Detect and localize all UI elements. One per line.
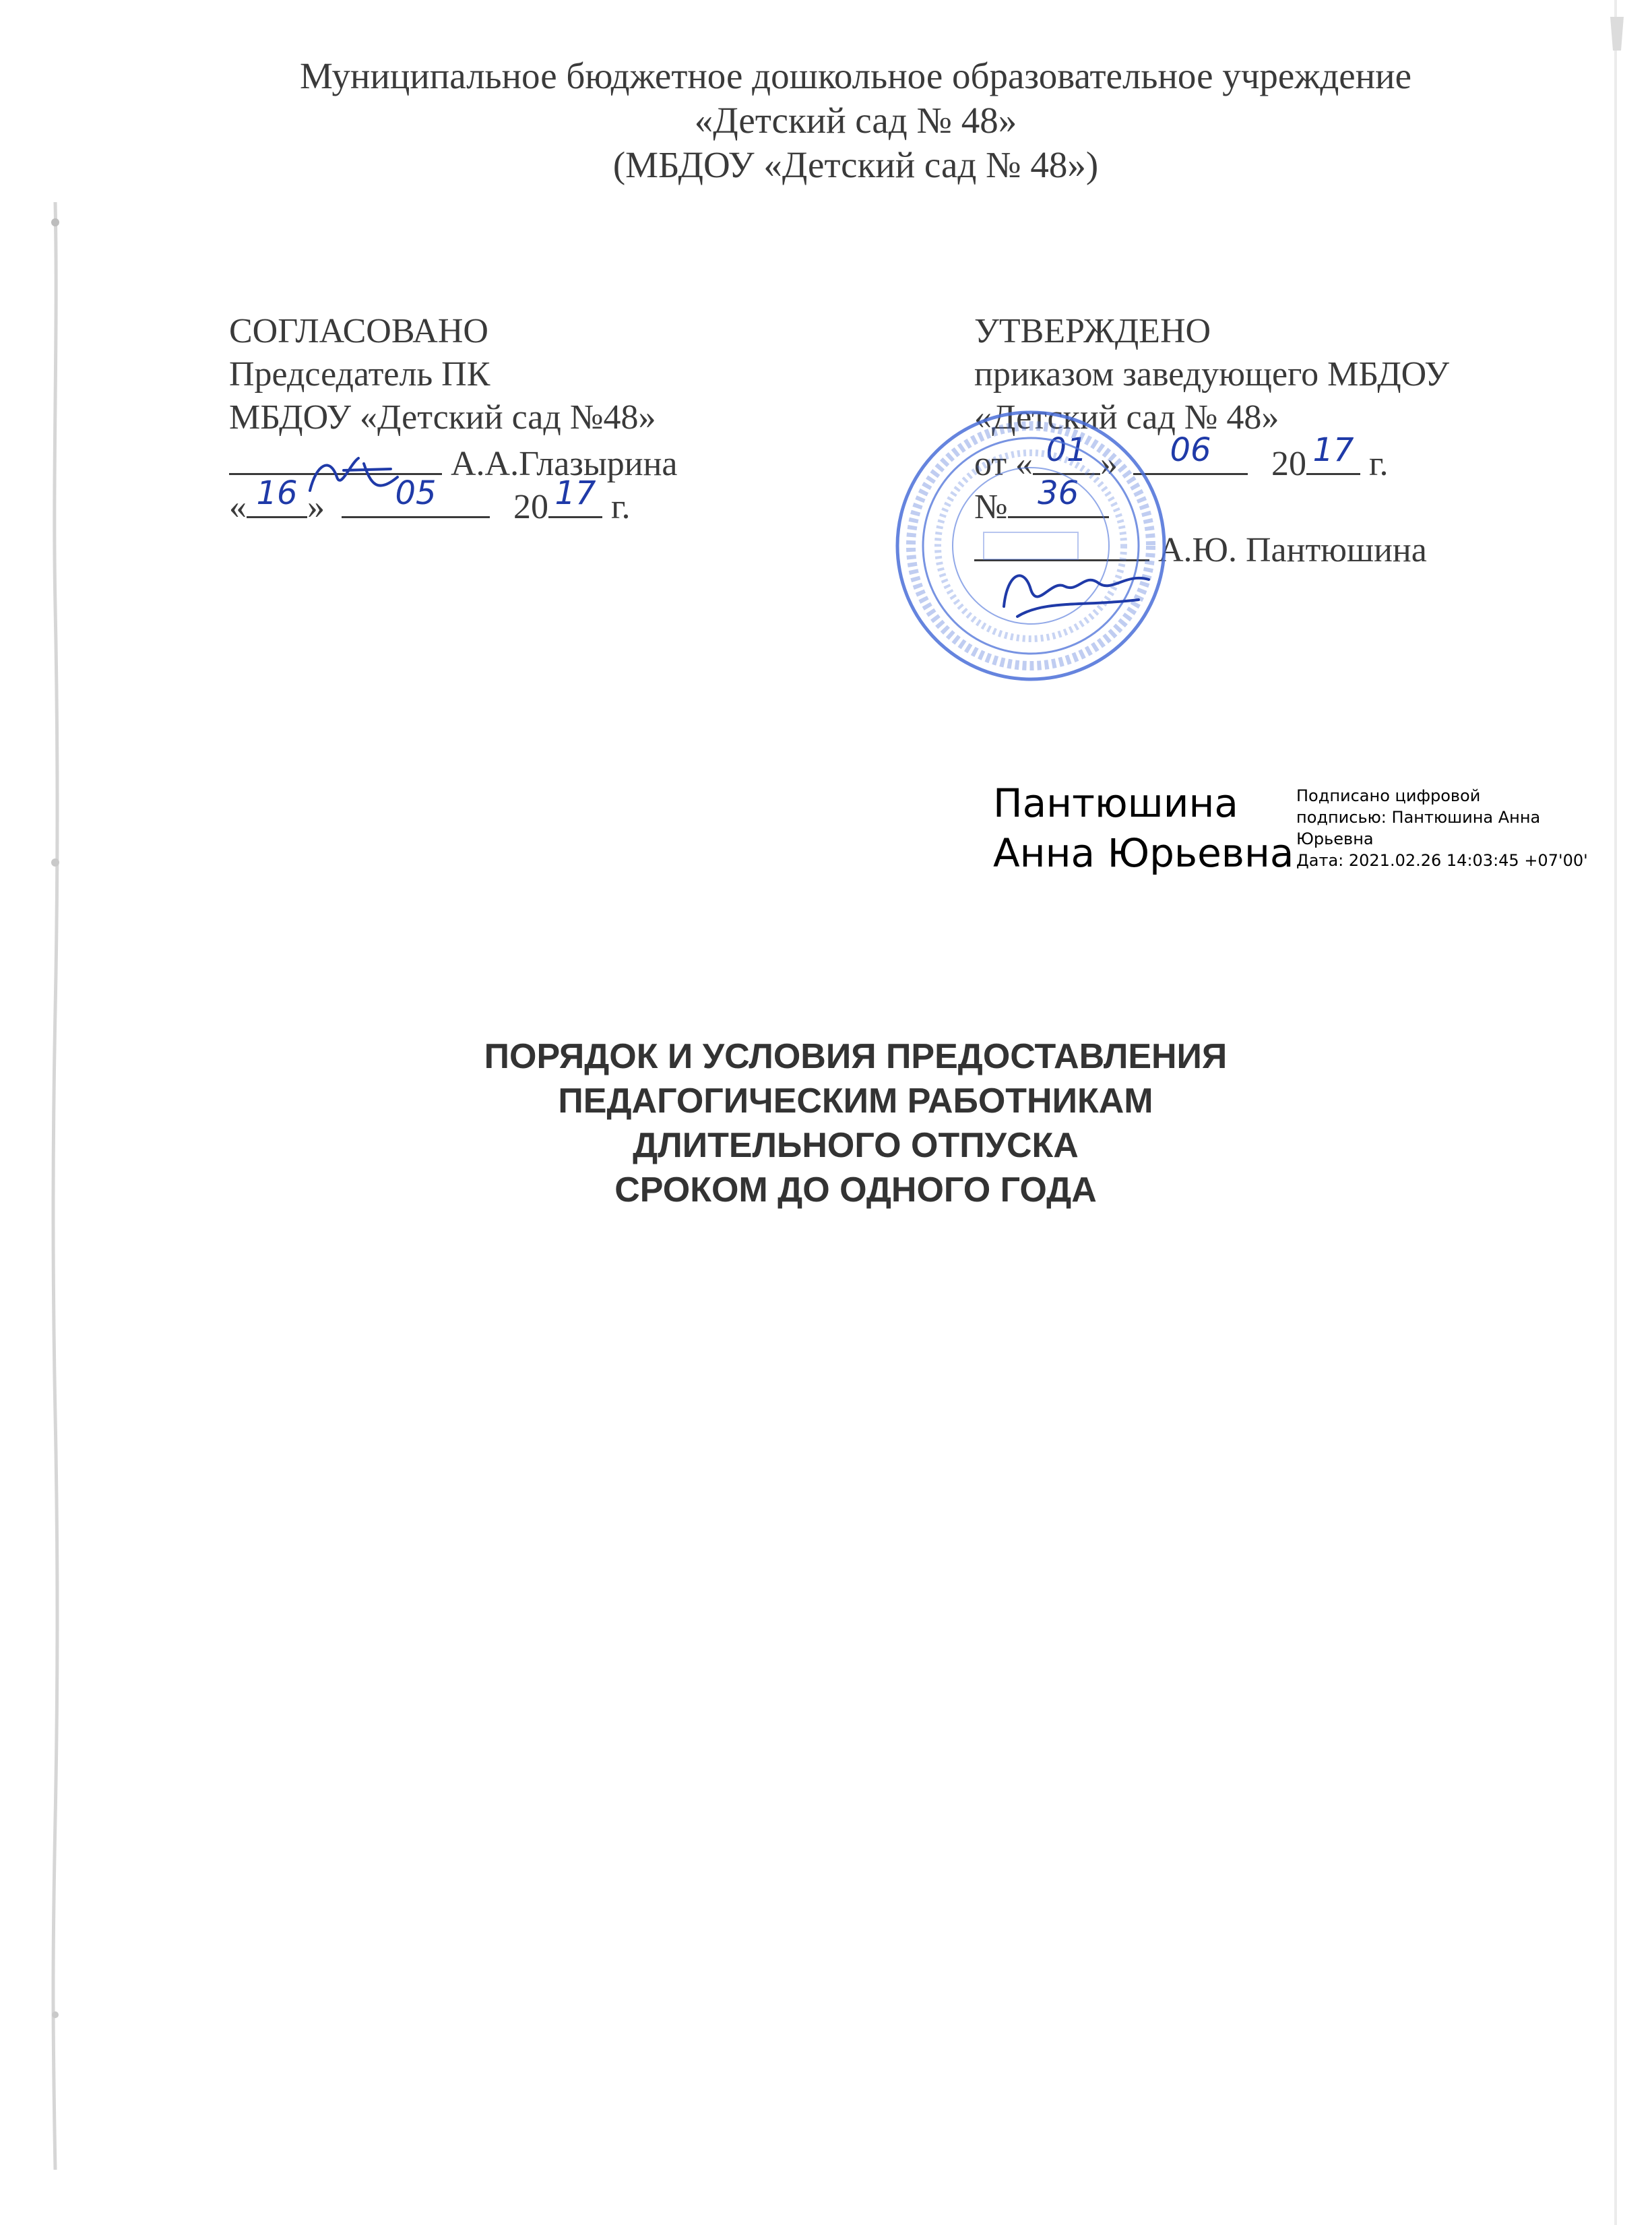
title-line-3: ДЛИТЕЛЬНОГО ОТПУСКА	[633, 1126, 1079, 1165]
agreed-month: 05	[395, 474, 437, 512]
header-line-1: Муниципальное бюджетное дошкольное образовательное учреждение	[300, 55, 1411, 96]
handwritten-signature	[990, 553, 1159, 627]
approved-heading: УТВЕРЖДЕНО	[974, 312, 1211, 350]
document-title	[0, 1034, 1652, 1212]
approved-signer: А.Ю. Пантюшина	[1158, 531, 1427, 569]
corner-mark	[1603, 13, 1630, 54]
agreed-date-line: « 16 » 05 20 17 г.	[229, 482, 768, 526]
approved-year: 17	[1312, 431, 1354, 469]
agreed-position: Председатель ПК	[229, 355, 490, 394]
approved-date-line: от « 01 » 06 20 17 г.	[974, 439, 1581, 482]
handwritten-signature	[296, 450, 418, 504]
agreed-day: 16	[256, 474, 298, 512]
approved-number-line: № 36	[974, 482, 1581, 526]
official-stamp	[889, 404, 1172, 687]
title-line-4: СРОКОМ ДО ОДНОГО ГОДА	[614, 1170, 1097, 1210]
title-line-2: ПЕДАГОГИЧЕСКИМ РАБОТНИКАМ	[558, 1082, 1153, 1121]
digital-signature-name: Пантюшина Анна Юрьевна	[993, 780, 1294, 876]
approved-day: 01	[1046, 431, 1087, 469]
organization-header	[0, 54, 1652, 187]
agreed-heading: СОГЛАСОВАНО	[229, 312, 488, 350]
year-blank	[548, 474, 602, 518]
digital-signature-info: Подписано цифровой подписью: Пантюшина Анна Юрьевна Дата: 2021.02.26 14:03:45 +07'00'	[1296, 786, 1588, 870]
header-line-3: (МБДОУ «Детский сад № 48»)	[612, 144, 1099, 185]
approved-month: 06	[1170, 431, 1211, 469]
approved-number: 36	[1038, 474, 1079, 512]
agreed-signer: А.А.Глазырина	[451, 445, 678, 483]
title-line-1: ПОРЯДОК И УСЛОВИЯ ПРЕДОСТАВЛЕНИЯ	[484, 1037, 1228, 1076]
approved-line-1: приказом заведующего МБДОУ	[974, 355, 1450, 394]
agreed-organization: МБДОУ «Детский сад №48»	[229, 398, 656, 437]
year-blank	[1306, 431, 1360, 475]
agreed-year: 17	[554, 474, 596, 512]
approved-line-2: «Детский сад № 48»	[974, 398, 1279, 437]
header-line-2: «Детский сад № 48»	[694, 100, 1017, 141]
